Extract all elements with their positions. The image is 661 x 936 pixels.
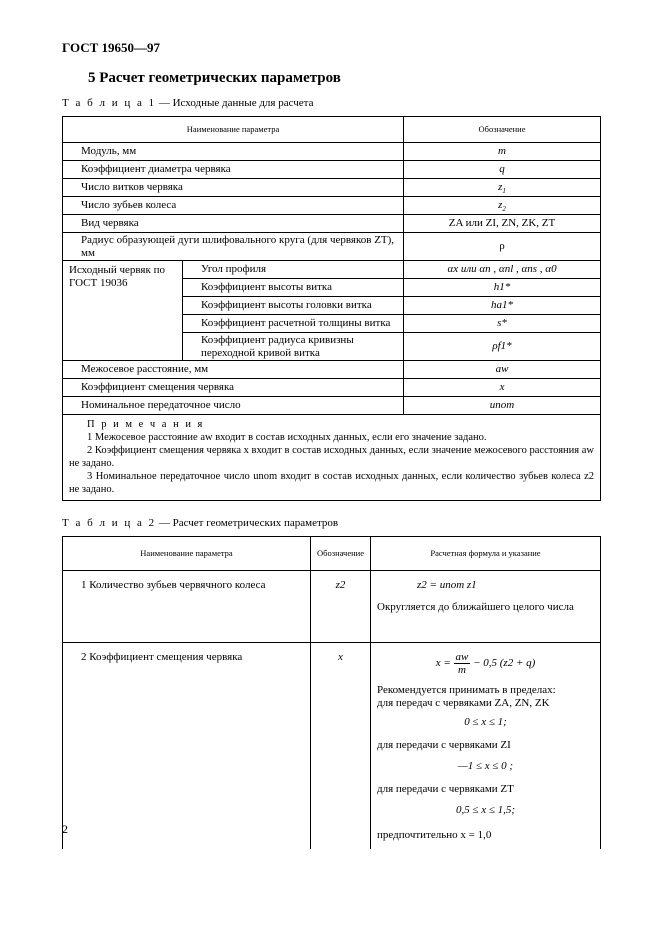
column-header-parameter: Наименование параметра [63,117,404,143]
table-row [63,179,601,197]
table-header-row [63,117,601,143]
param-name: Число зубьев колеса [63,197,404,215]
column-header-symbol: Обозначение [404,117,601,143]
param-name: Номинальное передаточное число [63,397,404,415]
table-row [63,215,601,233]
notes-cell [63,415,601,501]
note-1: 1 Межосевое расстояние aw входит в состав исходных данных, если его значение задано. [87,432,487,443]
param-symbol: x [404,379,601,397]
table-row [63,233,601,261]
formula-cell [371,643,601,849]
param-symbol: m [404,143,601,161]
table2-caption-label: Т а б л и ц а 2 [62,517,157,529]
table1-caption [62,97,314,109]
table-geometric-calc [62,536,601,849]
table-initial-data [62,116,601,501]
group-label-base-worm: Исходный червяк по ГОСТ 19036 [63,261,183,361]
table-row [63,571,601,643]
note-2: 2 Коэффициент смещения червяка x входит в состав исходных данных, если значение межосевого расстояния aw не задано. [69,445,595,469]
recommendation-text: предпочтительно x = 1,0 [377,829,492,841]
param-name: Межосевое расстояние, мм [63,361,404,379]
param-name: Коэффициент расчетной толщины витка [183,315,404,333]
column-header-formula: Расчетная формула и указание [371,537,601,571]
page-number: 2 [62,822,68,836]
range-formula: —1 ≤ x ≤ 0 ; [457,760,514,772]
recommendation-text: для передачи с червяками ZT [377,783,514,795]
param-name: Радиус образующей дуги шлифовального круга (для червяков ZT), мм [63,233,404,261]
section-title: 5 Расчет геометрических параметров [88,70,341,86]
param-symbol: ZA или ZI, ZN, ZK, ZT [404,215,601,233]
param-symbol: aw [404,361,601,379]
table-row [63,143,601,161]
table1-caption-text: — Исходные данные для расчета [156,97,314,109]
table-row [63,161,601,179]
param-symbol: $z_1$ [404,179,601,197]
param-name: Угол профиля [183,261,404,279]
param-symbol: x [311,643,371,849]
param-symbol: s* [404,315,601,333]
formula-fraction: $\frac{aw}{m}$ [455,651,469,676]
document-code: ГОСТ 19650—97 [62,40,161,55]
table2-caption [62,517,338,529]
column-header-symbol: Обозначение [311,537,371,571]
recommendation-text: Рекомендуется принимать в пределах: [377,684,556,696]
table-header-row [63,537,601,571]
param-name: Модуль, мм [63,143,404,161]
formula: x = $\frac{aw}{m}$ − 0,5 (z2 + q) [435,651,536,676]
param-symbol: z2 [311,571,371,643]
param-symbol: αx или αn , αnl , αns , α0 [404,261,601,279]
param-name: 2 Коэффициент смещения червяка [63,643,311,849]
param-symbol: $z_2$ [404,197,601,215]
notes-heading: П р и м е ч а н и я [87,419,205,430]
formula-note: Округляется до ближайшего целого числа [377,601,574,613]
param-symbol: ha1* [404,297,601,315]
param-name: Коэффициент диаметра червяка [63,161,404,179]
recommendation-text: для передач с червяками ZA, ZN, ZK [377,697,550,709]
param-symbol: ρf1* [404,333,601,361]
param-name: Коэффициент смещения червяка [63,379,404,397]
table-row [63,197,601,215]
recommendation-text: для передачи с червяками ZI [377,739,511,751]
table-row [63,643,601,849]
table-row [63,379,601,397]
param-name: Коэффициент высоты головки витка [183,297,404,315]
table2-caption-text: — Расчет геометрических параметров [156,517,339,529]
param-symbol: ρ [404,233,601,261]
param-symbol: h1* [404,279,601,297]
param-symbol: unom [404,397,601,415]
table-row [63,261,601,279]
param-name: Коэффициент радиуса кривизны переходной кривой витка [183,333,404,361]
param-symbol: q [404,161,601,179]
range-formula: 0,5 ≤ x ≤ 1,5; [455,804,516,816]
column-header-parameter: Наименование параметра [63,537,311,571]
note-3: 3 Номинальное передаточное число unom входит в состав исходных данных, если количество зубьев колеса z2 не задано. [69,471,595,495]
table1-caption-label: Т а б л и ц а 1 [62,97,157,109]
param-name: Число витков червяка [63,179,404,197]
range-formula: 0 ≤ x ≤ 1; [464,716,507,728]
param-name: 1 Количество зубьев червячного колеса [63,571,311,643]
formula: z2 = unom z1 [417,579,477,591]
param-name: Вид червяка [63,215,404,233]
param-name: Коэффициент высоты витка [183,279,404,297]
formula-cell [371,571,601,643]
notes-row [63,415,601,501]
table-row [63,397,601,415]
table-row [63,361,601,379]
